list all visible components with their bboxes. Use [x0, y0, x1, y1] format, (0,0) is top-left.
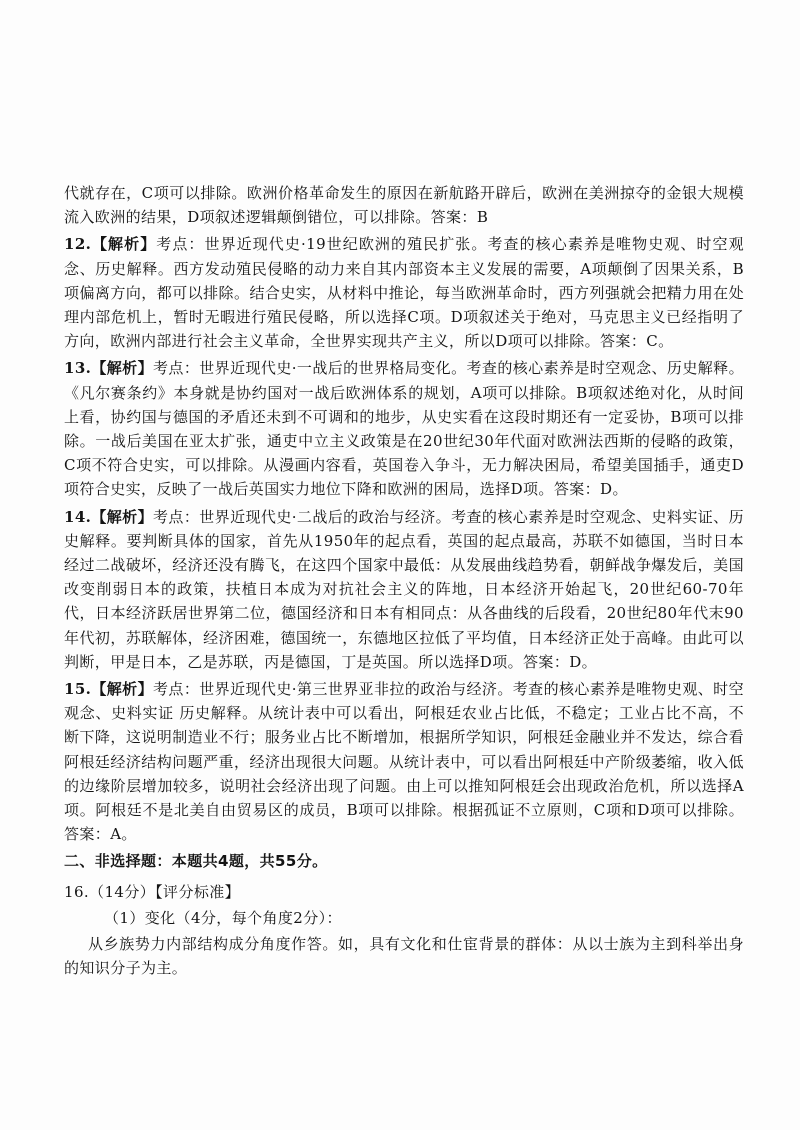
question-16-heading: 16.（14分）【评分标准】 [64, 882, 241, 901]
answer-11-continuation [64, 181, 744, 229]
question-12-analysis [64, 232, 744, 353]
answer-11-text: 代就存在，C项可以排除。欧洲价格革命发生的原因在新航路开辟后，欧洲在美洲掠夺的金银大规模流入欧洲的结果，D项叙述逻辑颠倒错位，可以排除。答案：B [64, 184, 744, 227]
question-13-text: 考点：世界近现代史·一战后的世界格局变化。考查的核心素养是时空观念、历史解释。《凡尔赛条约》本身就是协约国对一战后欧洲体系的规划，A项可以排除。B项叙述绝对化，从时间上看，协约国与德国的矛盾还未到不可调和的地步，从史实看在这段时期还有一定妥协，B项可以排除。一战后美国在亚太扩张，通吏中立主义政策是在20世纪30年代面对欧洲法西斯的侵略的政策，C项不符合史实，可以排除。从漫画内容看，英国卷入争斗，无力解决困局，希望美国插手，通吏D项符合史实，反映了一战后英国实力地位下降和欧洲的困局，选择D项。答案：D。 [64, 359, 744, 499]
question-13-number: 13. [64, 359, 92, 378]
question-14-analysis [64, 505, 744, 674]
section-2-title: 二、非选择题：本题共4题，共55分。 [64, 852, 328, 871]
question-14-number: 14. [64, 507, 92, 526]
question-15-analysis [64, 677, 744, 846]
question-16-subpoint-1: （1）变化（4分，每个角度2分）： [104, 908, 342, 927]
question-16-body: 从乡族势力内部结构成分角度作答。如，具有文化和仕宦背景的群体：从以士族为主到科举出身的知识分子为主。 [64, 935, 744, 978]
question-12-text: 考点：世界近现代史·19世纪欧洲的殖民扩张。考查的核心素养是唯物史观、时空观念、历史解释。西方发动殖民侵略的动力来自其内部资本主义发展的需要，A项颠倒了因果关系，B项偏离方向，都可以排除。结合史实，从材料中推论，每当欧洲革命时，西方列强就会把精力用在处理内部危机上，暂时无暇进行殖民侵略，所以选择C项。D项叙述关于绝对，马克思主义已经指明了方向，欧洲内部进行社会主义革命，全世界实现共产主义，所以D项可以排除。答案：C。 [64, 235, 744, 351]
question-14-text: 考点：世界近现代史·二战后的政治与经济。考查的核心素养是时空观念、史料实证、历史解释。要判断具体的国家，首先从1950年的起点看，英国的起点最高，苏联不如德国，当时日本经过二战破坏，经济还没有腾飞，在这四个国家中最低：从发展曲线趋势看，朝鲜战争爆发后，美国改变削弱日本的政策，扶植日本成为对抗社会主义的阵地，日本经济开始起飞，20世纪60-70年代，日本经济跃居世界第二位，德国经济和日本有相同点：从各曲线的后段看，20世纪80年代末90年代初，苏联解体，经济困难，德国统一，东德地区拉低了平均值，日本经济正处于高峰。由此可以判断，甲是日本，乙是苏联，丙是德国，丁是英国。所以选择D项。答案：D。 [64, 507, 744, 671]
question-13-tag: 【解析】 [91, 359, 153, 378]
question-13-analysis [64, 356, 744, 501]
question-12-tag: 【解析】 [91, 235, 157, 254]
question-12-number: 12. [64, 235, 92, 254]
question-15-text: 考点：世界近现代史·第三世界亚非拉的政治与经济。考查的核心素养是唯物史观、时空观念、史料实证 历史解释。从统计表中可以看出，阿根廷农业占比低，不稳定；工业占比不高，不断下降，这说明制造业不行；服务业占比不断增加，根据所学知识，阿根廷金融业并不发达，综合看阿根廷经济结构问题严重，经济出现很大问题。从统计表中，可以看出阿根廷中产阶级萎缩，收入低的边缘阶层增加较多，说明社会经济出现了问题。由上可以推知阿根廷会出现政治危机，所以选择A项。阿根廷不是北美自由贸易区的成员，B项可以排除。根据孤证不立原则，C项和D项可以排除。答案：A。 [64, 680, 744, 844]
document-body [64, 181, 744, 981]
question-15-number: 15. [64, 680, 92, 699]
question-14-tag: 【解析】 [91, 507, 153, 526]
question-15-tag: 【解析】 [91, 680, 153, 699]
